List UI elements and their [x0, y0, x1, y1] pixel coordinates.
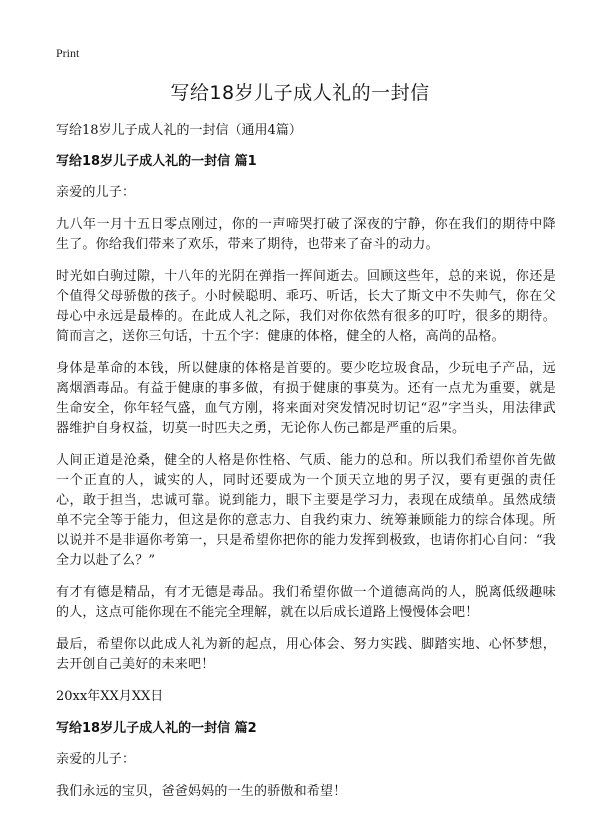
document-body	[56, 121, 556, 814]
letter-1-paragraph: 人间正道是沧桑，健全的人格是你性格、气质、能力的总和。所以我们希望你首先做一个正直的人，诚实的人，同时还要成为一个顶天立地的男子汉，要有更强的责任心，敢于担当，忠诚可靠。说到能力，眼下主要是学习力，表现在成绩单。虽然成绩单不完全等于能力，但这是你的意志力、自我约束力、统筹兼顾能力的综合体现。所以说并不是非逼你考第一，只是希望你把你的能力发挥到极致，也请你扪心自问：“我全力以赴了么？”	[56, 453, 556, 568]
letter-1-heading: 写给18岁儿子成人礼的一封信 篇1	[56, 154, 257, 169]
letter-2-paragraph: 我们永远的宝贝，爸爸妈妈的一生的骄傲和希望！	[56, 784, 347, 799]
letter-1-paragraph: 身体是革命的本钱，所以健康的体格是首要的。要少吃垃圾食品，少玩电子产品，远离烟酒毒品。有益于健康的事多做，有损于健康的事莫为。还有一点尤为重要，就是生命安全，你年轻气盛，血气方刚，将来面对突发情况时切记“忍”字当头，用法律武器维护自身权益，切莫一时匹夫之勇，无论你人伤己都是严重的后果。	[56, 361, 556, 436]
letter-1-salutation: 亲爱的儿子：	[56, 185, 136, 200]
letter-2-salutation: 亲爱的儿子：	[56, 752, 136, 767]
letter-1-paragraph: 时光如白驹过隙，十八年的光阴在弹指一挥间逝去。回顾这些年，总的来说，你还是个值得父母骄傲的孩子。小时候聪明、乖巧、听话，长大了斯文中不失帅气，你在父母心中永远是最棒的。在此成人礼之际，我们对你依然有很多的叮咛，很多的期待。简而言之，送你三句话，十五个字：健康的体格，健全的人格，高尚的品格。	[56, 269, 556, 344]
letter-1-date: 20xx年XX月XX日	[56, 689, 164, 704]
letter-2-heading: 写给18岁儿子成人礼的一封信 篇2	[56, 721, 257, 736]
letter-1-paragraph: 最后，希望你以此成人礼为新的起点，用心体会、努力实践、脚踏实地、心怀梦想，去开创自己美好的未来吧！	[56, 637, 556, 672]
page-title: 写给18岁儿子成人礼的一封信	[170, 82, 430, 104]
letter-1-paragraph: 九八年一月十五日零点刚过，你的一声啼哭打破了深夜的宁静，你在我们的期待中降生了。你给我们带来了欢乐，带来了期待，也带来了奋斗的动力。	[56, 217, 556, 252]
letter-1-paragraph: 有才有德是精品，有才无德是毒品。我们希望你做一个道德高尚的人，脱离低级趣味的人，这点可能你现在不能完全理解，就在以后成长道路上慢慢体会吧！	[56, 585, 556, 620]
print-label[interactable]: Print	[56, 46, 80, 60]
document-subtitle: 写给18岁儿子成人礼的一封信（通用4篇）	[56, 123, 302, 138]
